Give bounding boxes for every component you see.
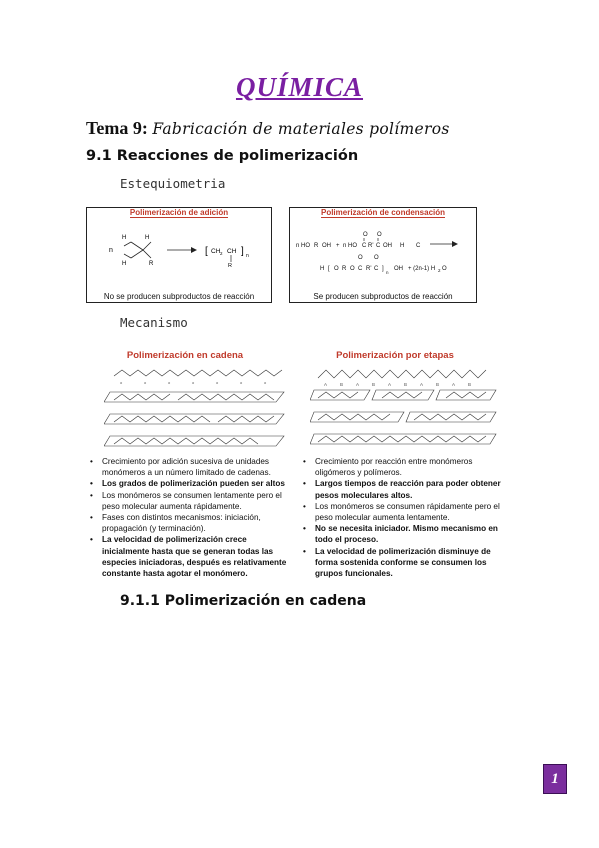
svg-text:A: A: [324, 382, 328, 387]
etapas-title: Polimerización por etapas: [336, 350, 454, 361]
section-heading: 9.1 Reacciones de polimerización: [86, 148, 359, 164]
list-item: • Crecimiento por adición sucesiva de unidades monómeros a un número limitado de cadenas.: [90, 456, 295, 478]
svg-text:C: C: [416, 243, 421, 249]
etapas-mechanism-illustration: [310, 366, 500, 454]
svg-text:B: B: [404, 382, 408, 387]
svg-text:B: B: [340, 382, 344, 387]
mecanismo-heading: Mecanismo: [120, 315, 188, 330]
svg-text:o: o: [264, 380, 267, 385]
list-item: • Los grados de polimerización pueden ser altos: [90, 478, 295, 489]
svg-text:[: [: [328, 266, 330, 272]
svg-text:B: B: [436, 382, 440, 387]
svg-text:+ (2n-1) H: + (2n-1) H: [408, 266, 436, 272]
adicion-title: Polimerización de adición: [129, 208, 229, 217]
svg-text:C: C: [362, 243, 367, 249]
svg-text:o: o: [168, 380, 171, 385]
svg-text:o: o: [240, 380, 243, 385]
page-number-badge: 1: [543, 764, 567, 794]
svg-text:A: A: [420, 382, 424, 387]
condensacion-title: Polimerización de condensación: [320, 208, 446, 217]
svg-text:CH: CH: [227, 248, 237, 255]
svg-text:R: R: [342, 266, 347, 272]
svg-text:CH: CH: [211, 248, 221, 255]
svg-text:n: n: [109, 247, 113, 254]
svg-text:O: O: [363, 232, 368, 238]
svg-text:H: H: [122, 235, 127, 241]
svg-text:H: H: [320, 266, 325, 272]
svg-text:A: A: [356, 382, 360, 387]
svg-text:O: O: [374, 255, 379, 261]
svg-text:R: R: [149, 261, 154, 267]
condensacion-footer: Se producen subproductos de reacción: [313, 292, 453, 301]
svg-text:H: H: [145, 235, 150, 241]
svg-text:H: H: [122, 261, 127, 267]
condensacion-diagram: [289, 207, 477, 303]
svg-text:]: ]: [241, 246, 244, 257]
svg-text:R': R': [366, 266, 372, 272]
svg-text:H: H: [400, 243, 405, 249]
svg-text:n: n: [246, 253, 249, 259]
cadena-title: Polimerización en cadena: [126, 350, 244, 361]
tema-name: Fabricación de materiales polímeros: [152, 120, 450, 138]
svg-text:A: A: [388, 382, 392, 387]
svg-text:C: C: [358, 266, 363, 272]
svg-text:2: 2: [438, 268, 441, 273]
svg-text:O: O: [442, 266, 447, 272]
list-item: • La velocidad de polimerización crece inicialmente hasta que se generan todas las especies iniciadoras, después es relativamente constante hasta agotar el monómero.: [90, 534, 295, 579]
svg-text:n HO: n HO: [343, 243, 358, 249]
svg-text:A: A: [452, 382, 456, 387]
list-item: • La velocidad de polimerización disminuye de forma sostenida conforme se consumen los grupos funcionales.: [303, 546, 513, 580]
etapas-list: [303, 456, 513, 579]
document-title: QUÍMICA: [235, 72, 364, 102]
svg-text:O: O: [377, 232, 382, 238]
adicion-reaction-illustration: [87, 222, 271, 282]
svg-text:O: O: [358, 255, 363, 261]
svg-text:O: O: [350, 266, 355, 272]
svg-text:O: O: [334, 266, 339, 272]
svg-text:R: R: [228, 263, 232, 269]
svg-text:o: o: [144, 380, 147, 385]
list-item: • Largos tiempos de reacción para poder obtener pesos moleculares altos.: [303, 478, 513, 500]
tema-heading: [86, 118, 450, 139]
adicion-footer: No se producen subproductos de reacción: [103, 292, 255, 301]
list-item: • Crecimiento por reacción entre monómeros oligómeros y polímeros.: [303, 456, 513, 478]
tema-label: Tema 9:: [86, 118, 148, 138]
list-item: • Los monómeros se consumen rápidamente pero el peso molecular aumenta lentamente.: [303, 501, 513, 523]
condensacion-reaction-illustration: [290, 222, 476, 282]
svg-text:C: C: [376, 243, 381, 249]
list-item: • No se necesita iniciador. Mismo mecanismo en todo el proceso.: [303, 523, 513, 545]
svg-text:n HO: n HO: [296, 243, 311, 249]
adicion-diagram: [86, 207, 272, 303]
svg-text:OH: OH: [394, 266, 403, 272]
cadena-mechanism-illustration: [104, 366, 294, 454]
svg-text:R: R: [314, 243, 319, 249]
subsection-heading: 9.1.1 Polimerización en cadena: [120, 593, 367, 609]
svg-text:]: ]: [382, 266, 384, 272]
svg-text:B: B: [468, 382, 472, 387]
svg-text:+: +: [336, 243, 340, 249]
svg-text:OH: OH: [383, 243, 392, 249]
cadena-list: [90, 456, 295, 579]
svg-text:n: n: [386, 270, 389, 275]
list-item: • Los monómeros se consumen lentamente pero el peso molecular aumenta rápidamente.: [90, 490, 295, 512]
svg-text:o: o: [120, 380, 123, 385]
svg-text:C: C: [374, 266, 379, 272]
svg-text:o: o: [216, 380, 219, 385]
svg-text:OH: OH: [322, 243, 331, 249]
svg-text:2: 2: [220, 251, 223, 256]
svg-text:B: B: [372, 382, 376, 387]
svg-text:R': R': [368, 243, 374, 249]
list-item: • Fases con distintos mecanismos: iniciación, propagación (y terminación).: [90, 512, 295, 534]
svg-text:[: [: [205, 246, 208, 257]
estequiometria-heading: Estequiometria: [120, 176, 226, 191]
svg-text:o: o: [192, 380, 195, 385]
